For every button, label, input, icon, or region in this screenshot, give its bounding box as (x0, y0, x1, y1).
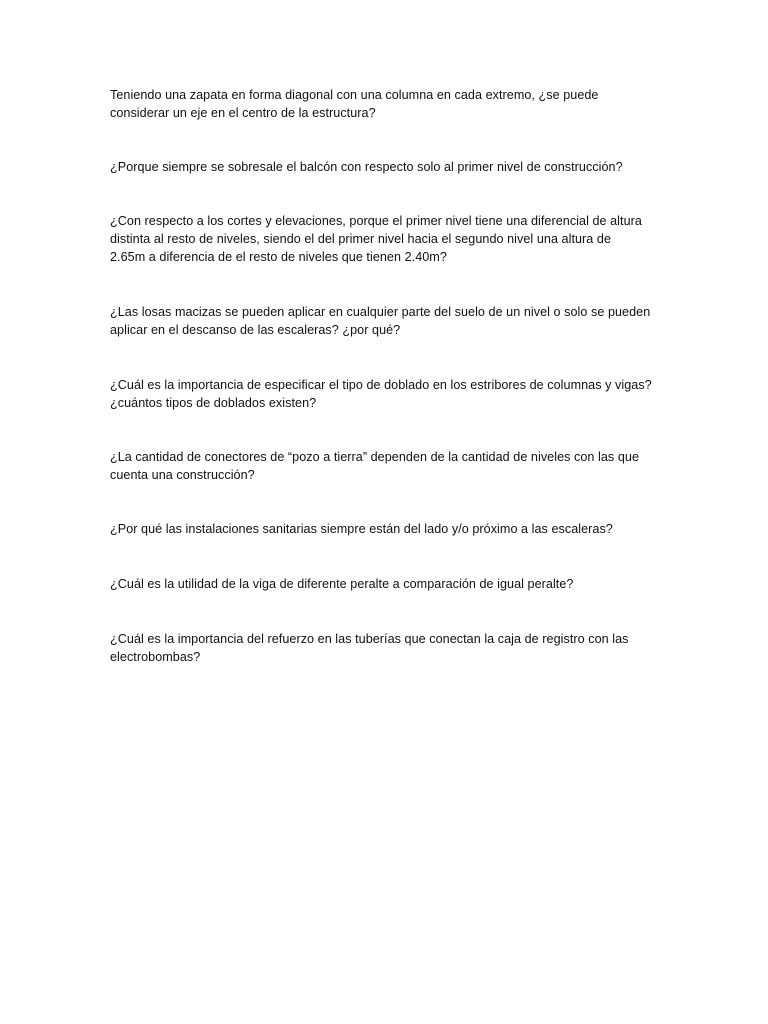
question-7: ¿Por qué las instalaciones sanitarias siempre están del lado y/o próximo a las escaleras? (110, 522, 613, 536)
question-4: ¿Las losas macizas se pueden aplicar en cualquier parte del suelo de un nivel o solo se pueden aplicar en el descanso de las escaleras? ¿por qué? (110, 305, 651, 337)
question-9: ¿Cuál es la importancia del refuerzo en las tuberías que conectan la caja de registro con las electrobombas? (110, 632, 629, 664)
question-1: Teniendo una zapata en forma diagonal con una columna en cada extremo, ¿se puede considerar un eje en el centro de la estructura? (110, 88, 599, 120)
question-6: ¿La cantidad de conectores de “pozo a tierra” dependen de la cantidad de niveles con las que cuenta una construcción? (110, 450, 639, 482)
question-2: ¿Porque siempre se sobresale el balcón con respecto solo al primer nivel de construcción? (110, 160, 623, 174)
question-5: ¿Cuál es la importancia de especificar el tipo de doblado en los estribores de columnas y vigas? ¿cuántos tipos de doblados existen? (110, 378, 652, 410)
question-3: ¿Con respecto a los cortes y elevaciones, porque el primer nivel tiene una diferencial de altura distinta al resto de niveles, siendo el del primer nivel hacia el segundo nivel una altura de 2.65m a diferencia de el resto de niveles que tienen 2.40m? (110, 214, 642, 264)
question-8: ¿Cuál es la utilidad de la viga de diferente peralte a comparación de igual peralte? (110, 577, 574, 591)
